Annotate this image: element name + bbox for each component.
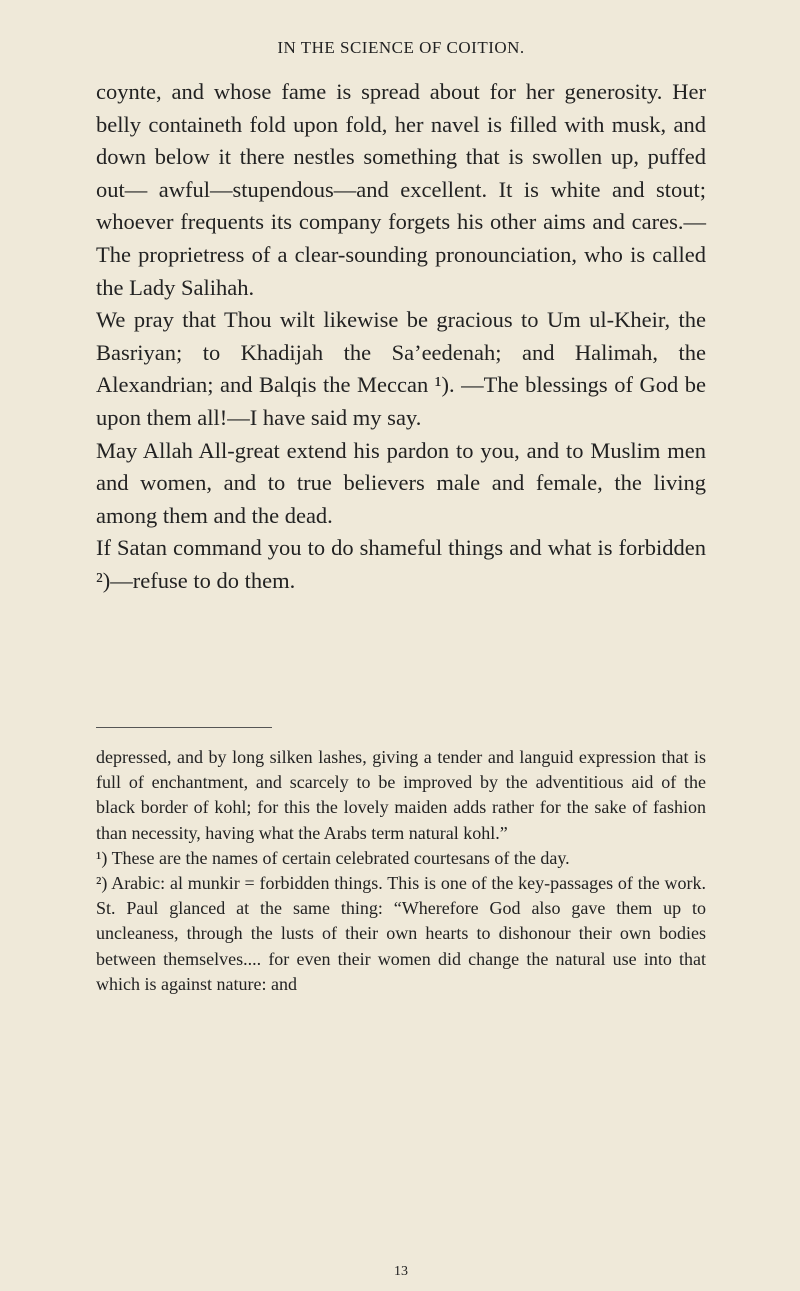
running-head: IN THE SCIENCE OF COITION. — [277, 38, 525, 57]
paragraph: coynte, and whose fame is spread about for her generosity. Her belly containeth fold upon fold, her navel is filled with musk, and down below it there nestles something that is swollen up, puffed out— awful—stupendous—and excellent. It is white and stout; whoever frequents its company forgets his other aims and cares.—The proprietress of a clear-sounding pronounciation, who is called the Lady Salihah. — [96, 79, 706, 300]
paragraph: May Allah All-great extend his pardon to you, and to Muslim men and women, and to true believers male and female, the living among them and the dead. — [96, 437, 706, 528]
footnote: ²) Arabic: al munkir = forbidden things. This is one of the key-passages of the work. St. Paul glanced at the same thing: “Wherefore God also gave them up to uncleaness, through the lusts of their own hearts to dishonour their own bodies between themselves.... for even their women did change the natural use into that which is against nature: and — [96, 873, 706, 994]
paragraph: If Satan command you to do shameful things and what is forbidden ²)—refuse to do them. — [96, 535, 706, 593]
main-text — [96, 76, 706, 598]
footnotes — [96, 745, 706, 997]
footnote: depressed, and by long silken lashes, giving a tender and languid expression that is full of enchantment, and scarcely to be improved by the adventitious aid of the black border of kohl; for this the lovely maiden adds rather for the sake of fashion than necessity, having what the Arabs term natural kohl.” — [96, 747, 706, 843]
paragraph: We pray that Thou wilt likewise be gracious to Um ul-Kheir, the Basriyan; to Khadijah the Sa’eedenah; and Halimah, the Alexandrian; and Balqis the Meccan ¹). —The blessings of God be upon them all!—I have said my say. — [96, 307, 706, 430]
book-page — [96, 0, 706, 1291]
footnote-separator — [96, 727, 272, 728]
page-number: 13 — [394, 1264, 408, 1279]
footnote: ¹) These are the names of certain celebrated courtesans of the day. — [96, 847, 570, 868]
